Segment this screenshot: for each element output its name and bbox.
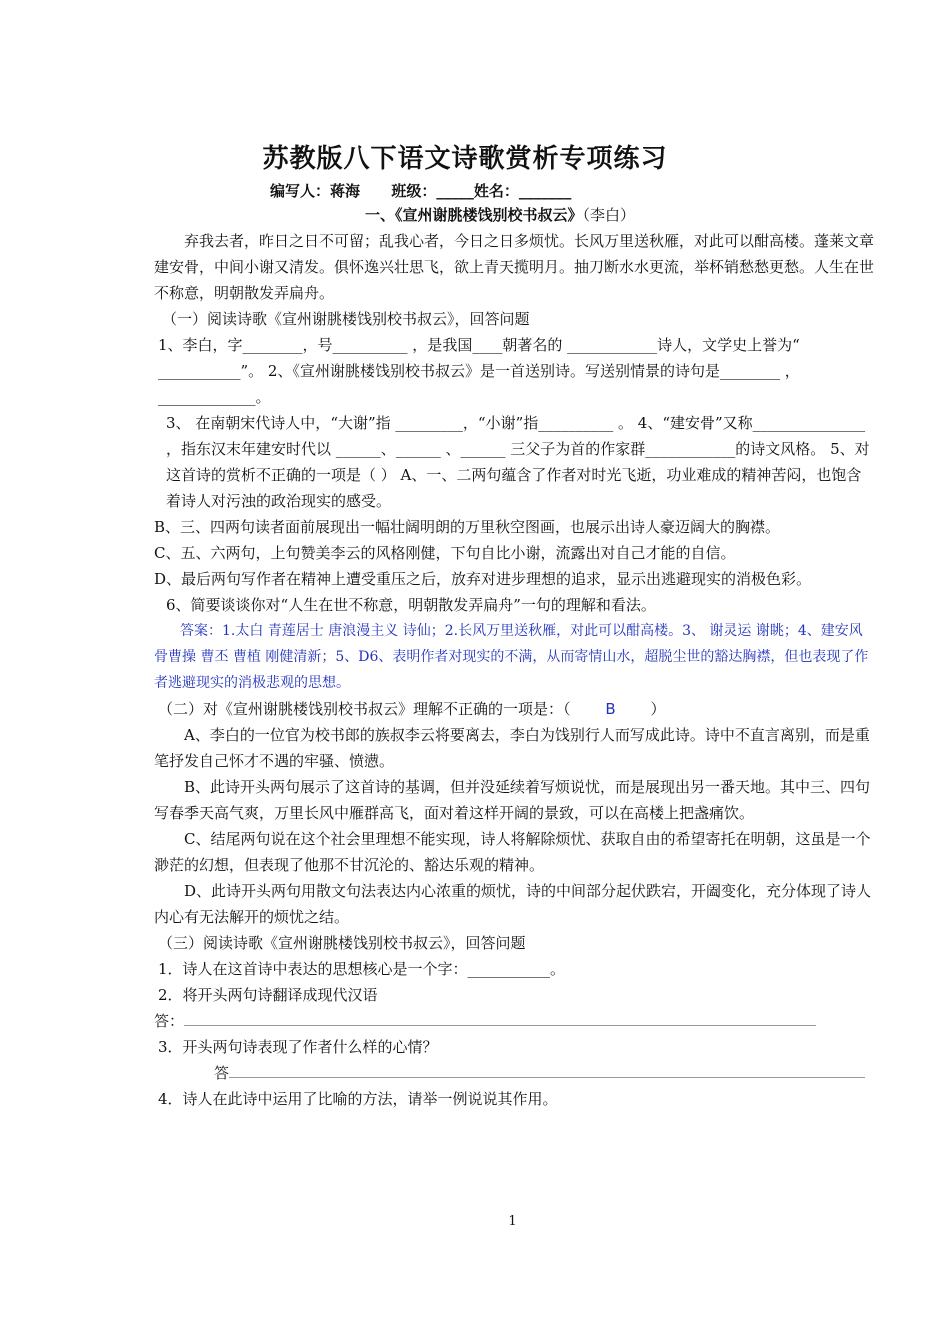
part1-option-b: B、三、四两句读者面前展现出一幅壮阔明朗的万里秋空图画，也展示出诗人豪迈阔大的胸襟。 — [154, 518, 781, 536]
part1-option-c: C、五、六两句，上句赞美李云的风格刚健，下句自比小谢，流露出对自己才能的自信。 — [154, 544, 736, 562]
part3-q2-answer-label: 答： — [154, 1012, 185, 1030]
part1-option-d: D、最后两句写作者在精神上遭受重压之后，放弃对进步理想的追求，显示出逃避现实的消极色彩。 — [154, 570, 812, 588]
author-line: 编写人：蒋海 班级：_____姓名：_______ — [270, 182, 572, 200]
answer-line[interactable] — [229, 1063, 865, 1078]
part2-question — [154, 696, 876, 722]
part2-option-d: D、此诗开头两句用散文句法表达内心浓重的烦忧，诗的中间部分起伏跌宕，开阖变化，充分体现了诗人内心有无法解开的烦忧之结。 — [154, 882, 872, 926]
part3-q3-answer-row — [154, 1060, 876, 1086]
document-body — [154, 228, 876, 1112]
part2-question-text: （二）对《宣州谢朓楼饯别校书叔云》理解不正确的一项是：（ — [158, 700, 571, 718]
part3-q2: 2．将开头两句诗翻译成现代汉语 — [158, 986, 378, 1004]
part3-q3: 3．开头两句诗表现了作者什么样的心情？ — [158, 1038, 438, 1056]
part3-q2-answer-row — [154, 1008, 876, 1034]
section-author: （李白） — [582, 206, 636, 224]
part2-option-c: C、结尾两句说在这个社会里理想不能实现，诗人将解除烦忧、获取自由的希望寄托在明朝，这虽是一个渺茫的幻想，但表现了他那不甘沉沦的、豁达乐观的精神。 — [154, 830, 871, 874]
answer-line[interactable] — [184, 1011, 816, 1026]
part3-heading: （三）阅读诗歌《宣州谢朓楼饯别校书叔云》，回答问题 — [158, 934, 526, 952]
part3-q3-answer-label: 答 — [214, 1064, 230, 1082]
part1-q6: 6、简要谈谈你对“人生在世不称意，明朝散发弄扁舟”一句的理解和看法。 — [166, 596, 656, 614]
page-title: 苏教版八下语文诗歌赏析专项练习 — [262, 144, 668, 174]
part1-heading: （一）阅读诗歌《宣州谢朓楼饯别校书叔云》，回答问题 — [162, 310, 530, 328]
page-number: 1 — [508, 1214, 517, 1229]
section-heading — [0, 204, 950, 225]
part2-answer: B — [605, 700, 616, 718]
part1-q1-q2: 1、李白，字________，号__________ ，是我国____朝著名的 ____________诗人，文学史上誉为“ ___________”。 2、《宣州谢朓楼饯别校书叔云》是一首送别诗。写送别情景的诗句是________ ， _____________。 — [158, 336, 800, 406]
part3-q1: 1．诗人在这首诗中表达的思想核心是一个字：___________。 — [158, 960, 566, 978]
poem-text: 弃我去者，昨日之日不可留；乱我心者，今日之日多烦忧。长风万里送秋雁，对此可以酣高楼。蓬莱文章建安骨，中间小谢又清发。俱怀逸兴壮思飞，欲上青天揽明月。抽刀断水水更流，举杯销愁愁更愁。人生在世不称意，明朝散发弄扁舟。 — [154, 232, 875, 302]
part1-answer-key: 答案：1.太白 青莲居士 唐浪漫主义 诗仙；2.长风万里送秋雁，对此可以酣高楼。3、 谢灵运 谢眺；4、建安风骨曹操 曹丕 曹植 刚健清新；5、D6、表明作者对现实的不满，从而寄情山水，超脱尘世的豁达胸襟，但也表现了作者逃避现实的消极悲观的思想。 — [154, 623, 869, 691]
part1-q3-q5: 3、 在南朝宋代诗人中，“大谢”指 _________，“小谢”指__________ 。 4、“建安骨”又称_______________ ，指东汉末年建安时代以 ______、______ 、______ 三父子为首的作家群____________的诗文风格。 5、对这首诗的赏析不正确的一项是（ ） A、一、二两句蕴含了作者对时光飞逝，功业难成的精神苦闷，也饱含着诗人对污浊的政治现实的感受。 — [166, 414, 870, 510]
section-title: 一、《宣州谢朓楼饯别校书叔云》 — [364, 206, 583, 224]
part2-option-b: B、此诗开头两句展示了这首诗的基调，但并没延续着写烦说忧，而是展现出另一番天地。其中三、四句写春季天高气爽，万里长风中雁群高飞，面对着这样开阔的景致，可以在高楼上把盏痛饮。 — [154, 778, 871, 822]
part2-option-a: A、李白的一位官为校书郎的族叔李云将要离去，李白为饯别行人而写成此诗。诗中不直言离别，而是重笔抒发自己怀才不遇的牢骚、愤懑。 — [154, 726, 870, 770]
part3-q4: 4．诗人在此诗中运用了比喻的方法，请举一例说说其作用。 — [158, 1090, 558, 1108]
part2-question-close: ） — [650, 700, 666, 718]
